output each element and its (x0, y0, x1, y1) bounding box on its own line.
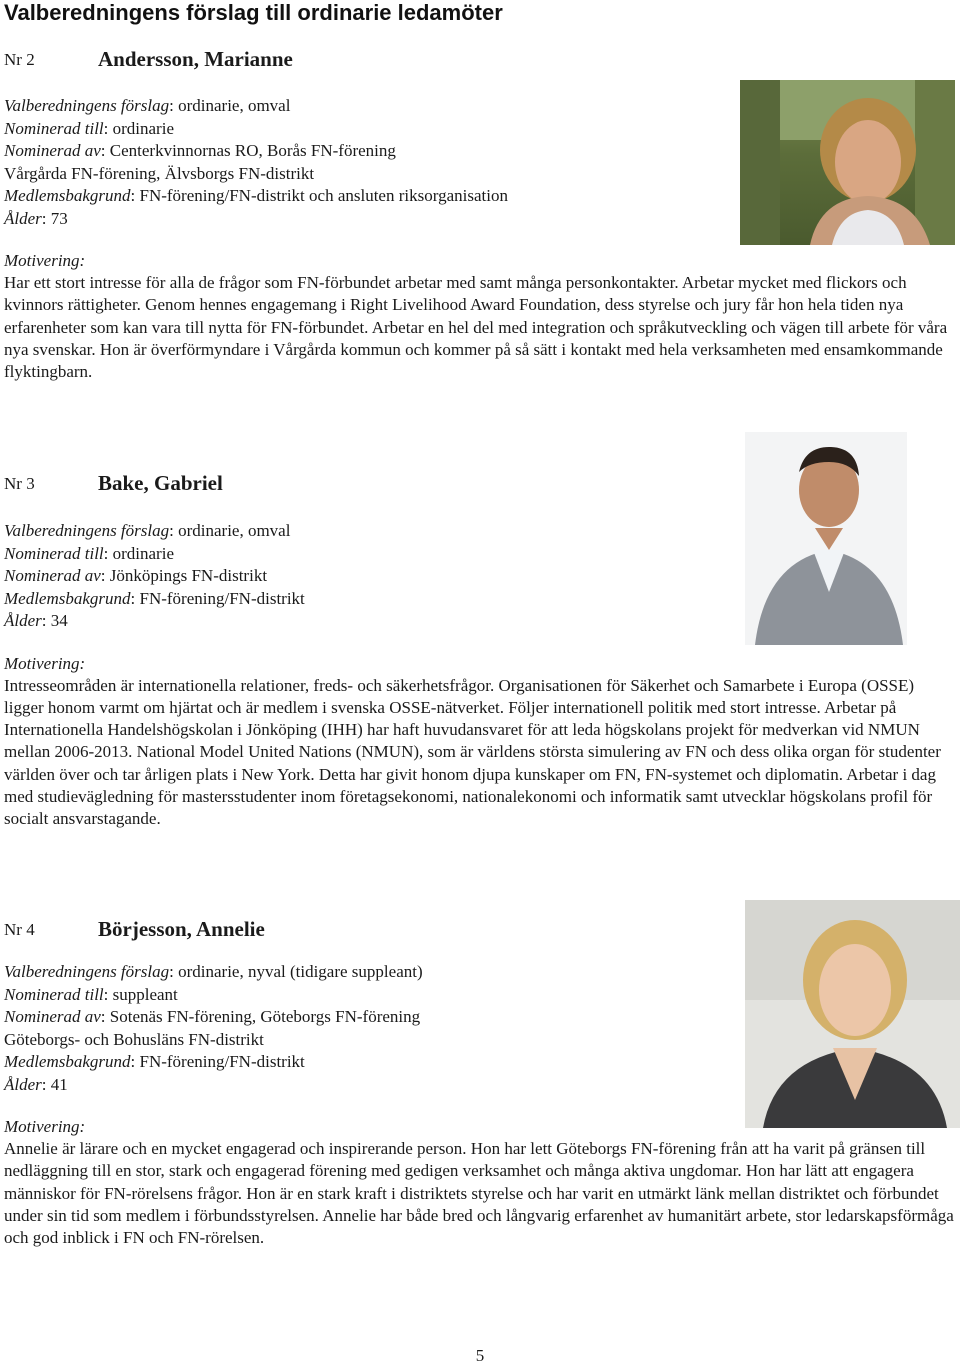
page-number: 5 (475, 1346, 485, 1365)
medlemsbakgrund-value: : FN-förening/FN-distrikt (130, 1052, 305, 1071)
alder-value: : 34 (41, 611, 68, 630)
candidate-photo (740, 80, 955, 245)
motivering-text: Annelie är lärare och en mycket engagerad och inspirerande person. Hon har lett Göteborgs FN-förening från att ha varit på gränsen till nedläggning till en stor, stark och engagerad förening med gedigen verksamhet och många aktiva ungdomar. Hon har lätt att engagera människor för FN-rörelsens frågor. Hon är en stark kraft i distriktets styrelse och har varit en utmärkt länk mellan distriktet och förbundet under sin tid som medlem i förbundsstyrelsen. Annelie har både bred och långvarig erfarenhet av humanitärt arbete, stor ledarskapsförmåga och god inblick i FN och FN-rörelsen. (4, 1139, 954, 1248)
medlemsbakgrund-value: : FN-förening/FN-distrikt (130, 588, 305, 608)
nominerad-av-label: Nominerad av (4, 1007, 101, 1026)
nominerad-av-value: : Sotenäs FN-förening, Göteborgs FN-förening (100, 1007, 421, 1026)
nominerad-av-value: : Centerkvinnornas RO, Borås FN-förening (100, 141, 396, 160)
nominerad-till-value: : ordinarie (103, 543, 174, 563)
candidate-name: Börjesson, Annelie (98, 917, 265, 941)
motivering-label: Motivering: (4, 251, 86, 270)
alder-value: : 73 (41, 208, 68, 228)
nominerad-av-continuation: Göteborgs- och Bohusläns FN-distrikt (4, 1029, 264, 1049)
nominerad-av-continuation: Vårgårda FN-förening, Älvsborgs FN-distrikt (4, 163, 315, 183)
portrait-image (745, 432, 907, 645)
motivering-label: Motivering: (4, 1117, 86, 1136)
nominerad-till-label: Nominerad till (4, 984, 104, 1004)
medlemsbakgrund-value: : FN-förening/FN-distrikt och ansluten riksorganisation (130, 186, 508, 205)
medlemsbakgrund-label: Medlemsbakgrund (4, 588, 131, 608)
candidate-name: Andersson, Marianne (98, 47, 293, 71)
nominerad-till-label: Nominerad till (4, 118, 104, 138)
motivering-label: Motivering: (4, 653, 86, 673)
portrait-image (745, 900, 960, 1128)
candidate-photo (745, 900, 960, 1128)
page-title: Valberedningens förslag till ordinarie ledamöter (4, 0, 503, 25)
alder-value: : 41 (41, 1074, 68, 1094)
candidate-photo (745, 432, 907, 645)
nominerad-till-value: : ordinarie (103, 118, 174, 138)
forslag-label: Valberedningens förslag (4, 521, 170, 540)
forslag-value: : ordinarie, omval (169, 521, 291, 540)
forslag-value: : ordinarie, omval (169, 96, 291, 115)
alder-label: Ålder (4, 1074, 42, 1094)
forslag-value: : ordinarie, nyval (tidigare suppleant) (169, 962, 423, 981)
nominerad-till-value: : suppleant (103, 984, 178, 1004)
portrait-image (740, 80, 955, 245)
alder-label: Ålder (4, 208, 42, 228)
motivering-text: Har ett stort intresse för alla de frågor som FN-förbundet arbetar med samt många personkontakter. Arbetar mycket med flickors och kvinnors rättigheter. Genom hennes engagemang i Right Livelihood Award Foundation, dess styrelse och jury får hon hela tiden nya erfarenheter som kan vara till nytta för FN-förbundet. Arbetar en hel del med integration och språkutveckling och vägen till arbete för våra nya svenskar. Hon är överförmyndare i Vårgårda kommun och kommer på så sätt i kontakt med hela verksamheten med ensamkommande flyktingbarn. (4, 273, 948, 382)
nominerad-av-label: Nominerad av (4, 566, 101, 585)
candidate-number: Nr 2 (4, 50, 35, 69)
forslag-label: Valberedningens förslag (4, 96, 170, 115)
candidate-number: Nr 3 (4, 474, 35, 493)
candidate-number: Nr 4 (4, 920, 35, 939)
forslag-label: Valberedningens förslag (4, 962, 170, 981)
medlemsbakgrund-label: Medlemsbakgrund (4, 1052, 131, 1071)
motivering-text: Intresseområden är internationella relationer, freds- och säkerhetsfrågor. Organisationen för Säkerhet och Samarbete i Europa (OSSE) ligger honom varmt om hjärtat och är medlem i svenska OSSE-nätverket. Följer internationell politik med stort intresse. Arbetar på Internationella Handelshögskolan i Jönköping (IHH) har haft huvudansvaret för att leda högskolans projekt för medverkan vid NMUN mellan 2006-2013. National Model United Nations (NMUN), som är världens största simulering av FN och dess olika organ för studenter världen över och tar årligen plats i New York. Detta har givit honom djupa kunskaper om FN, FN-systemet och diplomatin. Arbetar i dag med studievägledning för mastersstudenter inom företagsekonomi, nationalekonomi och informatik samt utvecklar högskolans profil för socialt ansvarstagande. (4, 675, 941, 829)
medlemsbakgrund-label: Medlemsbakgrund (4, 186, 131, 205)
nominerad-av-label: Nominerad av (4, 141, 101, 160)
candidate-name: Bake, Gabriel (98, 471, 223, 495)
alder-label: Ålder (4, 611, 42, 630)
nominerad-av-value: : Jönköpings FN-distrikt (100, 566, 268, 585)
nominerad-till-label: Nominerad till (4, 543, 104, 563)
